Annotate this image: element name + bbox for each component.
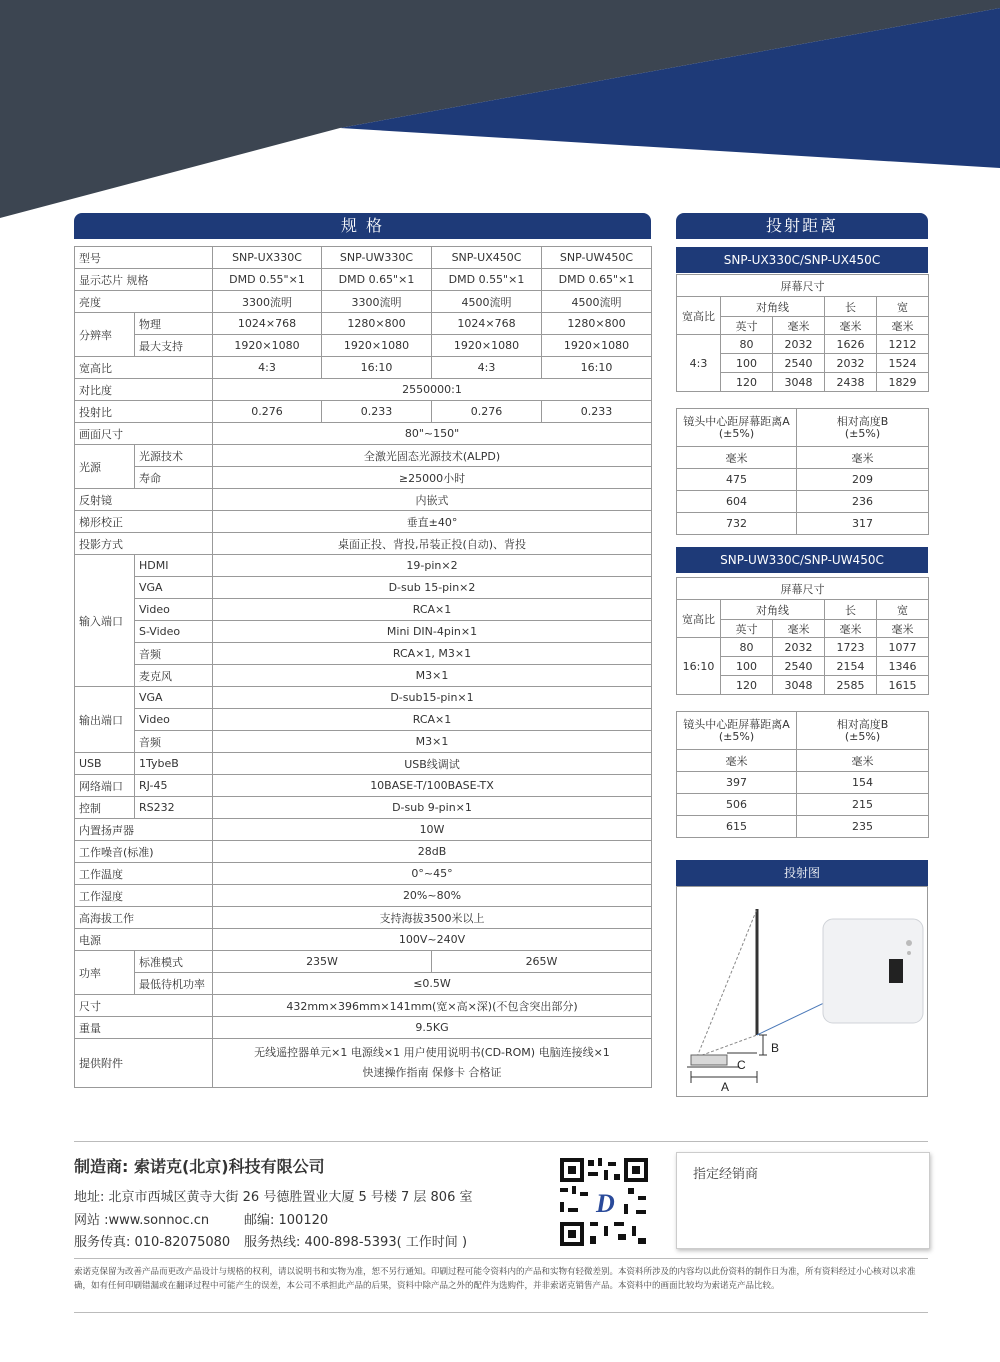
cell: 120 xyxy=(721,676,773,695)
cell: 2438 xyxy=(825,373,877,392)
spec-cell: SNP-UW330C xyxy=(322,247,432,269)
spec-cell: 1024×768 xyxy=(213,313,322,335)
cell: 2032 xyxy=(825,354,877,373)
spec-cell: 显示芯片 规格 xyxy=(75,269,213,291)
top-banner xyxy=(0,0,1000,220)
spec-title: 规 格 xyxy=(74,213,651,239)
spec-cell: DMD 0.65"×1 xyxy=(542,269,652,291)
divider xyxy=(74,1312,928,1313)
spec-cell: 重量 xyxy=(75,1017,213,1039)
mm-header: 毫米 xyxy=(825,317,877,335)
diagonal-header: 对角线 xyxy=(721,297,825,317)
screen-size-header: 屏幕尺寸 xyxy=(677,578,929,600)
accessory-line: 无线遥控器单元×1 电源线×1 用户使用说明书(CD-ROM) 电脑连接线×1 xyxy=(254,1046,610,1059)
spec-row xyxy=(75,819,652,841)
spec-cell: 2550000:1 xyxy=(213,379,652,401)
spec-cell: 输出端口 xyxy=(75,687,135,753)
cell: 80 xyxy=(721,638,773,657)
spec-row xyxy=(75,863,652,885)
cell: 2032 xyxy=(773,335,825,354)
mm-header: 毫米 xyxy=(773,620,825,638)
distance-table-uw xyxy=(676,711,929,838)
spec-cell: 4500流明 xyxy=(542,291,652,313)
disclaimer: 索诺克保留为改善产品而更改产品设计与规格的权利，请以说明书和实物为准，恕不另行通知。印刷过程可能令资料内的产品和实物有轻微差别。本资料所涉及的内容均以此份资料的制作日为准，所有资料经过小心核对以求准确，如有任何印刷错漏或在翻译过程中可能产生的误差，本公司不承担此产品的后果，资料中除产品之外的配件为选购件，并非索诺克销售产品。本资料中的画面比较均为索诺克产品比较。 xyxy=(74,1267,916,1291)
spec-row xyxy=(75,775,652,797)
accessory-label: 提供附件 xyxy=(75,1039,213,1088)
projection-ray-top xyxy=(697,909,757,1057)
spec-cell: 432mm×396mm×141mm(宽×高×深)(不包含突出部分) xyxy=(213,995,652,1017)
spec-cell: 控制 xyxy=(75,797,135,819)
size-table-uw xyxy=(676,577,929,695)
spec-cell: D-sub 9-pin×1 xyxy=(213,797,652,819)
spec-row xyxy=(75,489,652,511)
spec-cell: DMD 0.65"×1 xyxy=(322,269,432,291)
spec-cell: 1920×1080 xyxy=(213,335,322,357)
spec-cell: SNP-UW450C xyxy=(542,247,652,269)
spec-cell: Mini DIN-4pin×1 xyxy=(213,621,652,643)
spec-cell: 高海拔工作 xyxy=(75,907,213,929)
spec-cell: Video xyxy=(135,599,213,621)
spec-cell: 0°~45° xyxy=(213,863,652,885)
spec-cell: D-sub 15-pin×2 xyxy=(213,577,652,599)
spec-row xyxy=(75,643,652,665)
size-table-ux xyxy=(676,274,929,392)
spec-cell: 桌面正投、背投,吊装正投(自动)、背投 xyxy=(213,533,652,555)
projection-ray-bottom xyxy=(697,1035,757,1057)
projector-side-icon xyxy=(691,1055,727,1065)
spec-cell: 对比度 xyxy=(75,379,213,401)
spec-cell: HDMI xyxy=(135,555,213,577)
spec-row xyxy=(75,291,652,313)
website: 网站 :www.sonnoc.cn xyxy=(74,1213,210,1228)
service-fax: 服务传真: 010-82075080 xyxy=(74,1235,231,1250)
aspect-header: 宽高比 xyxy=(677,297,721,335)
tolerance: (±5%) xyxy=(844,729,881,743)
spec-row xyxy=(75,423,652,445)
cell: 2540 xyxy=(773,657,825,676)
cell: 1626 xyxy=(825,335,877,354)
spec-cell: SNP-UX330C xyxy=(213,247,322,269)
spec-cell: 最大支持 xyxy=(135,335,213,357)
spec-cell: 1920×1080 xyxy=(542,335,652,357)
spec-cell: VGA xyxy=(135,577,213,599)
spec-cell: 光源技术 xyxy=(135,445,213,467)
spec-cell: 物理 xyxy=(135,313,213,335)
inch-header: 英寸 xyxy=(721,317,773,335)
spec-cell: 全激光固态光源技术(ALPD) xyxy=(213,445,652,467)
qr-code xyxy=(558,1156,650,1248)
spec-cell: 寿命 xyxy=(135,467,213,489)
spec-cell: 音频 xyxy=(135,731,213,753)
spec-cell: 型号 xyxy=(75,247,213,269)
spec-cell: 麦克风 xyxy=(135,665,213,687)
spec-cell: 100V~240V xyxy=(213,929,652,951)
service-hotline: 服务热线: 400-898-5393( 工作时间 ) xyxy=(244,1235,468,1250)
spec-cell: 1280×800 xyxy=(542,313,652,335)
spec-cell: 分辨率 xyxy=(75,313,135,357)
spec-cell: ≤0.5W xyxy=(213,973,652,995)
spec-row xyxy=(75,401,652,423)
spec-row xyxy=(75,599,652,621)
address: 地址: 北京市西城区黄寺大街 26 号德胜置业大厦 5 号楼 7 层 806 室 xyxy=(74,1190,473,1205)
diagonal-header: 对角线 xyxy=(721,600,825,620)
spec-cell: 1024×768 xyxy=(432,313,542,335)
spec-cell: 4500流明 xyxy=(432,291,542,313)
spec-cell: 0.233 xyxy=(542,401,652,423)
spec-cell: USB线调试 xyxy=(213,753,652,775)
spec-cell: 内嵌式 xyxy=(213,489,652,511)
cell: 604 xyxy=(677,491,797,513)
spec-row xyxy=(75,841,652,863)
spec-cell: 亮度 xyxy=(75,291,213,313)
spec-cell: 最低待机功率 xyxy=(135,973,213,995)
spec-row xyxy=(75,687,652,709)
spec-cell: DMD 0.55"×1 xyxy=(213,269,322,291)
spec-cell: DMD 0.55"×1 xyxy=(432,269,542,291)
spec-cell: Video xyxy=(135,709,213,731)
spec-cell: M3×1 xyxy=(213,731,652,753)
model-bar-ux: SNP-UX330C/SNP-UX450C xyxy=(676,247,928,273)
spec-row xyxy=(75,797,652,819)
dealer-box xyxy=(676,1152,930,1249)
length-header: 长 xyxy=(825,297,877,317)
cell: 2032 xyxy=(773,638,825,657)
spec-row xyxy=(75,467,652,489)
cell: 100 xyxy=(721,657,773,676)
spec-cell: 0.276 xyxy=(213,401,322,423)
spec-row xyxy=(75,907,652,929)
spec-row xyxy=(75,929,652,951)
spec-cell: 投射比 xyxy=(75,401,213,423)
spec-cell: 3300流明 xyxy=(213,291,322,313)
model-bar-uw: SNP-UW330C/SNP-UW450C xyxy=(676,547,928,573)
spec-cell: 16:10 xyxy=(542,357,652,379)
lens-a-header: 镜头中心距屏幕距离A xyxy=(683,717,790,731)
cell: 506 xyxy=(677,794,797,816)
width-header: 宽 xyxy=(877,600,929,620)
label-a: A xyxy=(721,1080,730,1094)
spec-cell: 输入端口 xyxy=(75,555,135,687)
mm-header: 毫米 xyxy=(773,317,825,335)
aspect-value: 4:3 xyxy=(677,335,721,392)
cell: 1829 xyxy=(877,373,929,392)
mm-header: 毫米 xyxy=(797,750,929,772)
spec-cell: USB xyxy=(75,753,135,775)
spec-row xyxy=(75,1039,652,1088)
cell: 475 xyxy=(677,469,797,491)
spec-row xyxy=(75,973,652,995)
spec-cell: 电源 xyxy=(75,929,213,951)
spec-cell: 画面尺寸 xyxy=(75,423,213,445)
accessory-line: 快速操作指南 保修卡 合格证 xyxy=(362,1066,502,1079)
cell: 1723 xyxy=(825,638,877,657)
tolerance: (±5%) xyxy=(718,729,755,743)
mm-header: 毫米 xyxy=(677,750,797,772)
cell: 1615 xyxy=(877,676,929,695)
divider xyxy=(74,1141,928,1142)
width-header: 宽 xyxy=(877,297,929,317)
spec-cell: 音频 xyxy=(135,643,213,665)
length-header: 长 xyxy=(825,600,877,620)
spec-cell: 功率 xyxy=(75,951,135,995)
projection-diagram-svg xyxy=(677,887,927,1096)
spec-cell: RCA×1 xyxy=(213,709,652,731)
aspect-value: 16:10 xyxy=(677,638,721,695)
spec-row xyxy=(75,269,652,291)
rel-b-header: 相对高度B xyxy=(836,717,889,731)
cell: 317 xyxy=(797,513,929,535)
spec-cell: S-Video xyxy=(135,621,213,643)
spec-cell: 1920×1080 xyxy=(432,335,542,357)
spec-cell: 265W xyxy=(432,951,652,973)
spec-row xyxy=(75,335,652,357)
cell: 3048 xyxy=(773,373,825,392)
rel-b-header: 相对高度B xyxy=(836,414,889,428)
spec-row xyxy=(75,709,652,731)
cell: 2585 xyxy=(825,676,877,695)
spec-cell: 3300流明 xyxy=(322,291,432,313)
spec-cell: 9.5KG xyxy=(213,1017,652,1039)
spec-cell: 网络端口 xyxy=(75,775,135,797)
spec-row xyxy=(75,445,652,467)
spec-row xyxy=(75,731,652,753)
cell: 397 xyxy=(677,772,797,794)
mm-header: 毫米 xyxy=(797,447,929,469)
spec-cell: 工作噪音(标准) xyxy=(75,841,213,863)
spec-row xyxy=(75,577,652,599)
label-c: C xyxy=(737,1058,746,1072)
mm-header: 毫米 xyxy=(877,620,929,638)
cell: 236 xyxy=(797,491,929,513)
divider xyxy=(74,1258,928,1259)
spec-cell: 80"~150" xyxy=(213,423,652,445)
dealer-label: 指定经销商 xyxy=(693,1167,759,1182)
spec-cell: RCA×1 xyxy=(213,599,652,621)
spec-cell: 工作温度 xyxy=(75,863,213,885)
spec-row xyxy=(75,357,652,379)
spec-cell: M3×1 xyxy=(213,665,652,687)
spec-cell: 28dB xyxy=(213,841,652,863)
accessory-value xyxy=(213,1039,652,1088)
cell: 1077 xyxy=(877,638,929,657)
spec-cell: SNP-UX450C xyxy=(432,247,542,269)
spec-cell: 4:3 xyxy=(213,357,322,379)
mm-header: 毫米 xyxy=(825,620,877,638)
spec-cell: 尺寸 xyxy=(75,995,213,1017)
spec-row xyxy=(75,665,652,687)
spec-cell: 宽高比 xyxy=(75,357,213,379)
spec-cell: 19-pin×2 xyxy=(213,555,652,577)
inch-header: 英寸 xyxy=(721,620,773,638)
qr-logo-letter: D xyxy=(596,1189,615,1218)
spec-cell: 标准模式 xyxy=(135,951,213,973)
spec-cell: 投影方式 xyxy=(75,533,213,555)
spec-cell: 0.233 xyxy=(322,401,432,423)
cell: 615 xyxy=(677,816,797,838)
spec-cell: 垂直±40° xyxy=(213,511,652,533)
spec-row xyxy=(75,313,652,335)
spec-row xyxy=(75,533,652,555)
cell: 2154 xyxy=(825,657,877,676)
mm-header: 毫米 xyxy=(877,317,929,335)
cell: 120 xyxy=(721,373,773,392)
aspect-header: 宽高比 xyxy=(677,600,721,638)
spec-table xyxy=(74,246,652,1088)
spec-row xyxy=(75,753,652,775)
spec-cell: 1TybeB xyxy=(135,753,213,775)
spec-cell: 工作湿度 xyxy=(75,885,213,907)
tolerance: (±5%) xyxy=(718,426,755,440)
spec-cell: VGA xyxy=(135,687,213,709)
spec-cell: 20%~80% xyxy=(213,885,652,907)
spec-row xyxy=(75,621,652,643)
projector-lens-window xyxy=(889,959,903,983)
label-b: B xyxy=(771,1041,780,1055)
projector-photo xyxy=(823,919,923,1023)
spec-cell: 10BASE-T/100BASE-TX xyxy=(213,775,652,797)
spec-cell: 1920×1080 xyxy=(322,335,432,357)
cell: 80 xyxy=(721,335,773,354)
spec-cell: 光源 xyxy=(75,445,135,489)
diagram-title: 投射图 xyxy=(676,860,928,886)
zip-code: 邮编: 100120 xyxy=(244,1213,329,1228)
spec-row xyxy=(75,247,652,269)
spec-cell: 10W xyxy=(213,819,652,841)
cell: 209 xyxy=(797,469,929,491)
spec-cell: 支持海拔3500米以上 xyxy=(213,907,652,929)
spec-cell: D-sub15-pin×1 xyxy=(213,687,652,709)
tolerance: (±5%) xyxy=(844,426,881,440)
projection-title: 投射距离 xyxy=(676,213,928,239)
spec-cell: 4:3 xyxy=(432,357,542,379)
cell: 2540 xyxy=(773,354,825,373)
screen-size-header: 屏幕尺寸 xyxy=(677,275,929,297)
spec-cell: 1280×800 xyxy=(322,313,432,335)
spec-cell: RS232 xyxy=(135,797,213,819)
lens-a-header: 镜头中心距屏幕距离A xyxy=(683,414,790,428)
spec-row xyxy=(75,379,652,401)
mm-header: 毫米 xyxy=(677,447,797,469)
cell: 3048 xyxy=(773,676,825,695)
cell: 154 xyxy=(797,772,929,794)
cell: 1524 xyxy=(877,354,929,373)
spec-row xyxy=(75,885,652,907)
cell: 100 xyxy=(721,354,773,373)
spec-cell: RCA×1, M3×1 xyxy=(213,643,652,665)
spec-cell: 235W xyxy=(213,951,432,973)
cell: 215 xyxy=(797,794,929,816)
spec-row xyxy=(75,1017,652,1039)
spec-row xyxy=(75,555,652,577)
spec-cell: 16:10 xyxy=(322,357,432,379)
spec-cell: 0.276 xyxy=(432,401,542,423)
manufacturer: 制造商: 索诺克(北京)科技有限公司 xyxy=(74,1157,325,1176)
spec-cell: 反射镜 xyxy=(75,489,213,511)
spec-cell: 内置扬声器 xyxy=(75,819,213,841)
cell: 1346 xyxy=(877,657,929,676)
spec-cell: RJ-45 xyxy=(135,775,213,797)
distance-table-ux xyxy=(676,408,929,535)
cell: 732 xyxy=(677,513,797,535)
spec-cell: ≥25000小时 xyxy=(213,467,652,489)
projection-diagram xyxy=(676,886,928,1097)
cell: 1212 xyxy=(877,335,929,354)
cell: 235 xyxy=(797,816,929,838)
spec-row xyxy=(75,951,652,973)
spec-cell: 梯形校正 xyxy=(75,511,213,533)
spec-row xyxy=(75,995,652,1017)
spec-row xyxy=(75,511,652,533)
